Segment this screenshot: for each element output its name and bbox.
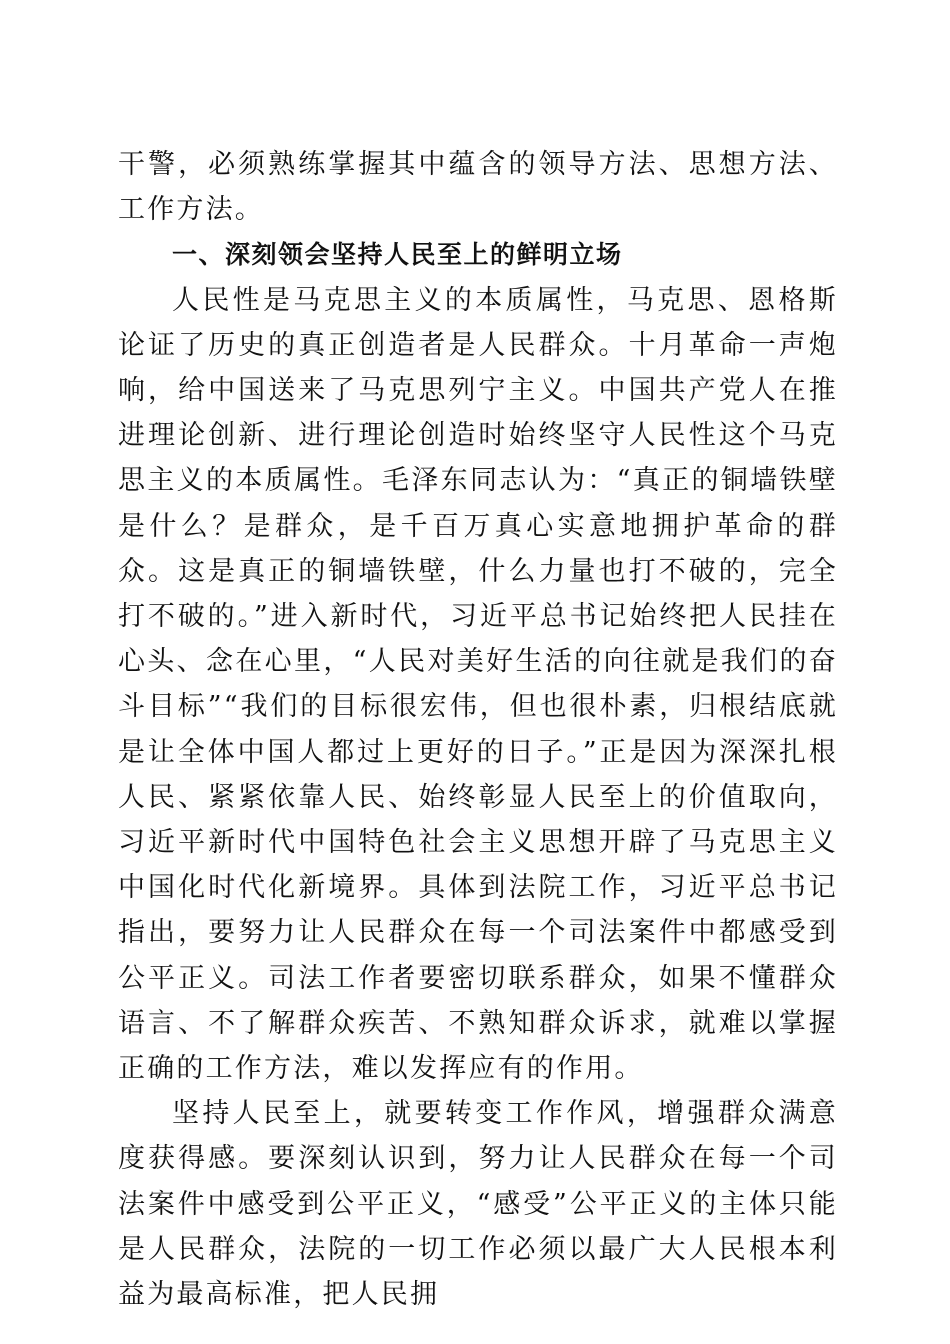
document-body [118, 142, 838, 1317]
body-paragraph-2: 坚持人民至上，就要转变工作作风，增强群众满意度获得感。要深刻认识到，努力让人民群众在每一个司法案件中感受到公平正义，“感受”公平正义的主体只能是人民群众，法院的一切工作必须以最广大人民根本利益为最高标准，把人民拥 [118, 1098, 838, 1311]
section-heading: 一、深刻领会坚持人民至上的鲜明立场 [172, 240, 623, 270]
continuation-paragraph: 干警，必须熟练掌握其中蕴含的领导方法、思想方法、工作方法。 [118, 149, 838, 226]
body-paragraph-1: 人民性是马克思主义的本质属性，马克思、恩格斯论证了历史的真正创造者是人民群众。十月革命一声炮响，给中国送来了马克思列宁主义。中国共产党人在推进理论创新、进行理论创造时始终坚守人民性这个马克思主义的本质属性。毛泽东同志认为：“真正的铜墙铁壁是什么？是群众，是千百万真心实意地拥护革命的群众。这是真正的铜墙铁壁，什么力量也打不破的，完全打不破的。”进入新时代，习近平总书记始终把人民挂在心头、念在心里，“人民对美好生活的向往就是我们的奋斗目标”“我们的目标很宏伟，但也很朴素，归根结底就是让全体中国人都过上更好的日子。”正是因为深深扎根人民、紧紧依靠人民、始终彰显人民至上的价值取向，习近平新时代中国特色社会主义思想开辟了马克思主义中国化时代化新境界。具体到法院工作，习近平总书记指出，要努力让人民群众在每一个司法案件中都感受到公平正义。司法工作者要密切联系群众，如果不懂群众语言、不了解群众疾苦、不熟知群众诉求，就难以掌握正确的工作方法，难以发挥应有的作用。 [118, 284, 838, 1085]
